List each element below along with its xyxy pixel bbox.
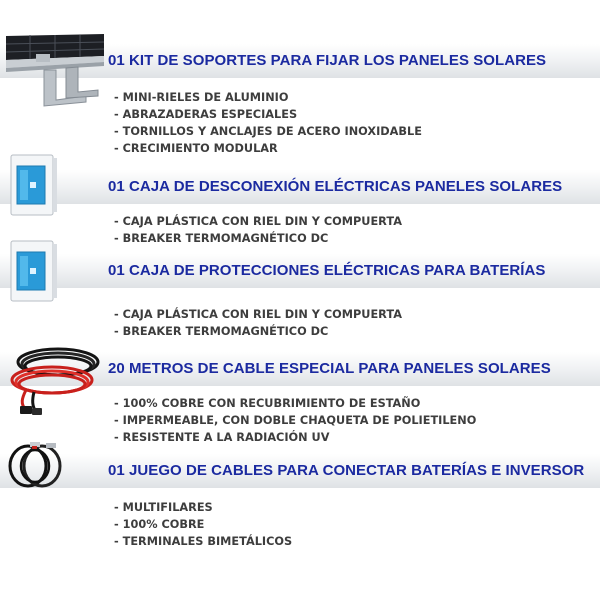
list-item: - ABRAZADERAS ESPECIALES <box>114 108 298 121</box>
list-item: - 100% COBRE <box>114 518 205 531</box>
list-item: - CAJA PLÁSTICA CON RIEL DIN Y COMPUERTA <box>114 215 402 228</box>
battery-cable-icon <box>6 440 66 492</box>
solar-cable-icon <box>6 340 102 420</box>
feature-list <box>114 395 476 446</box>
list-item: - MINI-RIELES DE ALUMINIO <box>114 91 289 104</box>
solar-mount-bracket-icon <box>6 30 104 108</box>
item-title: 20 METROS DE CABLE ESPECIAL PARA PANELES SOLARES <box>108 360 551 377</box>
list-item: - MULTIFILARES <box>114 501 213 514</box>
item-title: 01 CAJA DE DESCONEXIÓN ELÉCTRICAS PANELES SOLARES <box>108 178 563 195</box>
list-item: - IMPERMEABLE, CON DOBLE CHAQUETA DE POLIETILENO <box>114 414 477 427</box>
item-title: 01 CAJA DE PROTECCIONES ELÉCTRICAS PARA BATERÍAS <box>108 262 546 279</box>
list-item: - 100% COBRE CON RECUBRIMIENTO DE ESTAÑO <box>114 397 421 410</box>
feature-list <box>114 213 402 247</box>
list-item: - BREAKER TERMOMAGNÉTICO DC <box>114 232 329 245</box>
list-item: - BREAKER TERMOMAGNÉTICO DC <box>114 325 329 338</box>
list-item: - CRECIMIENTO MODULAR <box>114 142 278 155</box>
list-item: - CAJA PLÁSTICA CON RIEL DIN Y COMPUERTA <box>114 308 402 321</box>
feature-list <box>114 306 402 340</box>
list-item: - TORNILLOS Y ANCLAJES DE ACERO INOXIDABLE <box>114 125 422 138</box>
list-item: - TERMINALES BIMETÁLICOS <box>114 535 293 548</box>
feature-list <box>114 89 422 157</box>
item-title: 01 KIT DE SOPORTES PARA FIJAR LOS PANELES SOLARES <box>108 52 547 69</box>
feature-list <box>114 499 292 550</box>
breaker-box-icon <box>10 240 58 302</box>
item-title: 01 JUEGO DE CABLES PARA CONECTAR BATERÍAS E INVERSOR <box>108 462 585 479</box>
breaker-box-icon <box>10 154 58 216</box>
list-item: - RESISTENTE A LA RADIACIÓN UV <box>114 431 330 444</box>
